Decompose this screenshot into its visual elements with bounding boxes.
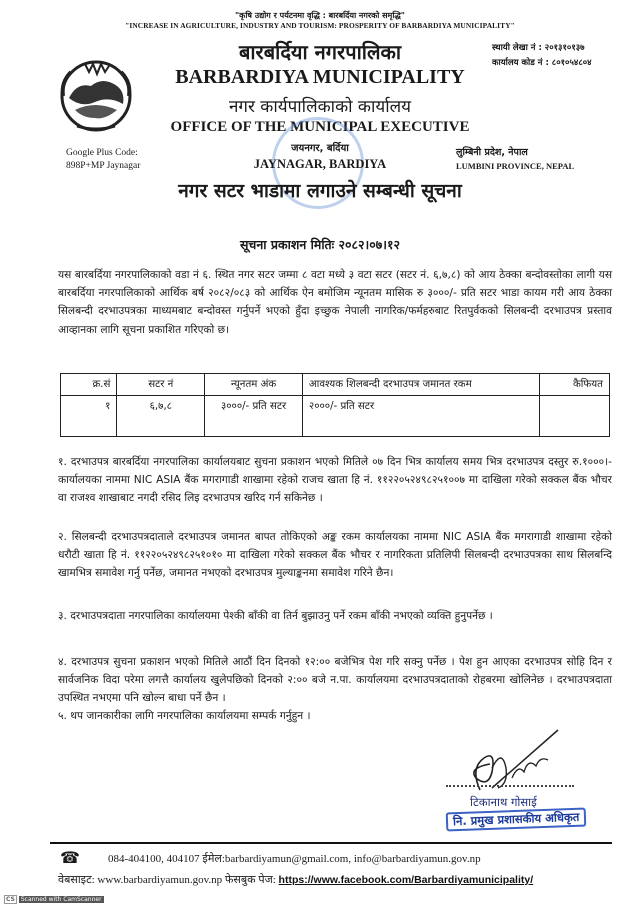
signer-name: टिकानाथ गोसाई: [470, 795, 537, 809]
col-deposit-amount: आवश्यक शिलबन्दी दरभाउपत्र जमानत रकम: [302, 374, 539, 396]
scanner-watermark: [4, 896, 104, 903]
signature-line: [446, 785, 574, 787]
bid-table: [60, 373, 610, 437]
office-name-english: OFFICE OF THE MUNICIPAL EXECUTIVE: [170, 119, 470, 135]
cell-minimum-amount: ३०००/- प्रति सटर: [205, 396, 303, 437]
slogan-nepali: "कृषि उद्योग र पर्यटनमा वृद्धि : बारबर्दिया नगरको समृद्धि": [235, 11, 405, 20]
office-code-value: : ८०१०५४८०४: [545, 58, 592, 68]
cell-serial: १: [61, 396, 117, 437]
telephone-icon: ☎: [60, 848, 80, 867]
slogan-english: "INCREASE IN AGRICULTURE, INDUSTRY AND TOURISM: PROSPERITY OF BARBARDIYA MUNICIPALITY": [125, 21, 515, 30]
col-shutter-no: सटर नं: [117, 374, 205, 396]
designation-stamp: नि. प्रमुख प्रशासकीय अधिकृत: [446, 808, 587, 832]
table-row: [61, 396, 610, 437]
condition-3: ३. दरभाउपत्रदाता नगरपालिका कार्यालयमा पेश्की बाँकी वा तिर्न बुझाउनु पर्ने रकम बाँकी नभएको व्यक्ति हुनुपर्नेछ ।: [58, 610, 493, 622]
pan-value: : २०१३१०१३७: [538, 43, 585, 53]
website-line: [58, 872, 533, 887]
facebook-link[interactable]: https://www.facebook.com/Barbardiyamunicipality/: [278, 874, 534, 886]
cell-shutter-no: ६,७,८: [117, 396, 205, 437]
pan-label: स्थायी लेखा नं: [492, 43, 536, 53]
office-code-label: कार्यालय कोड नं: [492, 58, 543, 68]
google-plus-code-label: Google Plus Code:: [66, 148, 138, 158]
condition-2: २. सिलबन्दी दरभाउपत्रदाताले दरभाउपत्र जमानत बापत तोकिएको अङ्क रकम कार्यालयका नाममा NIC ASIA बैंक मगरागाडी शाखामा रहेको धरौटी खाता हि नं. ११२२०५२४९८२५१०१० मा दाखिला गरेको सक्कल बैंक भौचर र नागरिकता प्रतिलिपी सिलबन्दी दरभाउपत्रका साथ सिलबन्दि खामभित्र समावेश गर्नु पर्नेछ, जमानत नभएको दरभाउपत्र मुल्याङ्कनमा समावेश गरिने छैन।: [58, 531, 612, 580]
cell-remarks: [539, 396, 609, 437]
condition-1: १. दरभाउपत्र बारबर्दिया नगरपालिका कार्यालयबाट सुचना प्रकाशन भएको मितिले ०७ दिन भित्र कार्यालय समय भित्र दरभाउपत्र दस्तुर रु.१०००।- कार्यालयका नाममा NIC ASIA बैंक मगरागाडी शाखामा रहेको राजच खाता हि नं. ११२२०५२४९८२५१००७ मा दाखिला गरेको सक्कल बैंक भौचर वा राजश्व शाखाबाट नगदी रसिद लिइ दरभाउपत्र खरिद गर्न सकिनेछ ।: [58, 456, 612, 505]
bid-table-header-row: [61, 374, 610, 396]
website-text: वेबसाइट: www.barbardiyamun.gov.np फेसबुक पेज:: [58, 874, 276, 886]
municipality-name-english: BARBARDIYA MUNICIPALITY: [175, 66, 465, 88]
office-name-nepali: नगर कार्यपालिकाको कार्यालय: [228, 97, 412, 117]
signature-icon: [462, 728, 562, 798]
col-remarks: कैफियत: [539, 374, 609, 396]
publication-date: सूचना प्रकाशन मितिः २०८२।०७।१२: [239, 237, 401, 252]
google-plus-code-value: 898P+MP Jaynagar: [66, 161, 141, 171]
location-nepali: जयनगर, बर्दिया: [291, 143, 349, 154]
camscanner-logo-icon: CS: [6, 896, 15, 903]
scanner-text: Scanned with CamScanner: [20, 896, 102, 903]
condition-5: ५. थप जानकारीका लागि नगरपालिका कार्यालयमा सम्पर्क गर्नुहुन ।: [58, 710, 311, 722]
contact-info: 084-404100, 404107 ईमेल:barbardiyamun@gmail.com, info@barbardiyamun.gov.np: [108, 853, 481, 865]
col-minimum-amount: न्यूनतम अंक: [205, 374, 303, 396]
location-english: JAYNAGAR, BARDIYA: [253, 157, 387, 171]
footer-divider: [50, 842, 612, 844]
province-english: LUMBINI PROVINCE, NEPAL: [456, 161, 575, 171]
province-nepali: लुम्बिनी प्रदेश, नेपाल: [456, 147, 528, 158]
notice-heading: नगर सटर भाडामा लगाउने सम्बन्धी सूचना: [178, 180, 462, 202]
cell-deposit-amount: २०००/- प्रति सटर: [302, 396, 539, 437]
notice-intro: यस बारबर्दिया नगरपालिकाको वडा नं ६. स्थित नगर सटर जम्मा ८ वटा मध्ये ३ वटा सटर (सटर नं. ६,७,८) को आय ठेक्का बन्दोवस्तोका लागी यस बारबर्दिया नगरपालिकाको आर्थिक बर्ष २०८२/०८३ को आर्थिक ऐन बमोजिम न्यूनतम मासिक रु ३०००/- प्रति सटर भाडा कायम गरी आय ठेक्का सिलबन्दी दरभाउपत्रका माध्यमबाट बन्दोवस्त गर्नुपर्ने भएको हुँदा इच्छुक नेपाली नागरिक/फर्महरुबाट रितपुर्वकको सिलबन्दी दरभाउपत्र प्रस्ताव आव्हानका लागि सूचना प्रकाशित गरिएको छ।: [58, 269, 612, 336]
col-serial: क्र.सं: [61, 374, 117, 396]
condition-4: ४. दरभाउपत्र सुचना प्रकाशन भएको मितिले आठौं दिन दिनको १२:०० बजेभित्र पेश गरि सक्नु पर्नेछ । पेश हुन आएका दरभाउपत्र सोहि दिन र सार्वजनिक विदा परेमा लगत्तै कार्यालय खुलेपछिको दिनको २:०० बजे न.पा. कार्यालयमा दरभाउपत्रदाताको रोहबरमा खोलिनेछ । दरभाउपत्रदाता उपस्थित नभएमा पनि खोल्न बाधा पर्ने छैन ।: [58, 656, 612, 705]
municipality-name-nepali: बारबर्दिया नगरपालिका: [238, 40, 402, 64]
